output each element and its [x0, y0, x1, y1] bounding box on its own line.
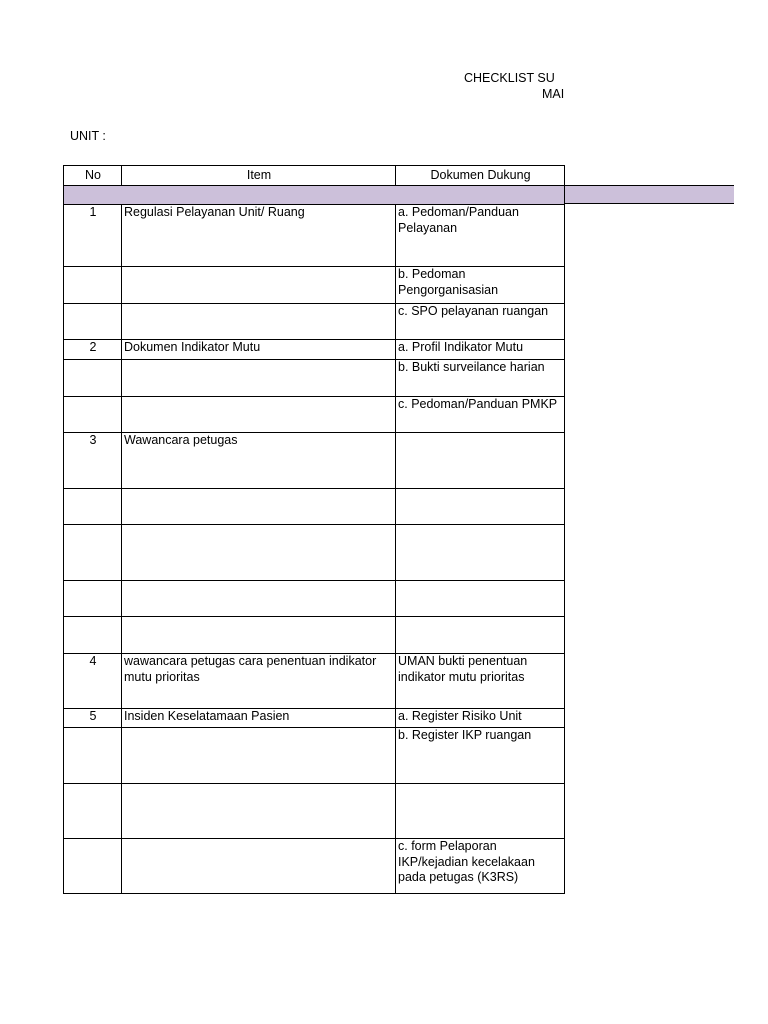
row-no: [64, 728, 122, 784]
row-no: [64, 784, 122, 839]
row-item: Dokumen Indikator Mutu: [122, 340, 396, 360]
band-row: [64, 186, 565, 205]
table-row: [64, 784, 565, 839]
row-item: Regulasi Pelayanan Unit/ Ruang: [122, 205, 396, 267]
row-doc: a. Pedoman/Panduan Pelayanan: [396, 205, 565, 267]
row-item: [122, 267, 396, 304]
row-item: wawancara petugas cara penentuan indikator mutu prioritas: [122, 654, 396, 709]
row-doc: a. Register Risiko Unit: [396, 709, 565, 728]
row-no: [64, 617, 122, 654]
row-item: Insiden Keselatamaan Pasien: [122, 709, 396, 728]
table-row: [64, 360, 565, 397]
table-header-row: [64, 166, 565, 186]
row-no: [64, 397, 122, 433]
table-row: [64, 617, 565, 654]
row-item: Wawancara petugas: [122, 433, 396, 489]
table-row: [64, 728, 565, 784]
row-doc: [396, 784, 565, 839]
table-row: [64, 205, 565, 267]
row-doc: [396, 525, 565, 581]
unit-label: UNIT :: [70, 129, 106, 143]
row-item: [122, 360, 396, 397]
row-item: [122, 304, 396, 340]
row-doc: b. Pedoman Pengorganisasian: [396, 267, 565, 304]
table-row: [64, 525, 565, 581]
row-doc: b. Bukti surveilance harian: [396, 360, 565, 397]
table-row: [64, 581, 565, 617]
row-item: [122, 839, 396, 894]
row-doc: c. form Pelaporan IKP/kejadian kecelakaan pada petugas (K3RS): [396, 839, 565, 894]
row-no: 2: [64, 340, 122, 360]
row-no: [64, 581, 122, 617]
row-doc: [396, 617, 565, 654]
row-item: [122, 617, 396, 654]
table-row: [64, 267, 565, 304]
table-row: [64, 340, 565, 360]
row-no: [64, 304, 122, 340]
row-item: [122, 728, 396, 784]
row-no: [64, 839, 122, 894]
table-row: [64, 839, 565, 894]
row-doc: a. Profil Indikator Mutu: [396, 340, 565, 360]
row-item: [122, 581, 396, 617]
row-doc: [396, 433, 565, 489]
row-item: [122, 525, 396, 581]
document-title-line2: MAI: [542, 87, 564, 101]
table-row: [64, 304, 565, 340]
row-no: 1: [64, 205, 122, 267]
row-doc: UMAN bukti penentuan indikator mutu prioritas: [396, 654, 565, 709]
row-no: [64, 267, 122, 304]
row-doc: [396, 489, 565, 525]
header-item: Item: [122, 166, 396, 186]
row-doc: c. SPO pelayanan ruangan: [396, 304, 565, 340]
table-row: [64, 397, 565, 433]
row-item: [122, 489, 396, 525]
row-item: [122, 784, 396, 839]
document-title-line1: CHECKLIST SU: [464, 71, 555, 85]
row-no: 3: [64, 433, 122, 489]
row-no: 5: [64, 709, 122, 728]
row-no: [64, 489, 122, 525]
row-doc: c. Pedoman/Panduan PMKP: [396, 397, 565, 433]
row-doc: b. Register IKP ruangan: [396, 728, 565, 784]
row-doc: [396, 581, 565, 617]
table-row: [64, 489, 565, 525]
row-no: 4: [64, 654, 122, 709]
table-row: [64, 709, 565, 728]
header-dokumen-dukung: Dokumen Dukung: [396, 166, 565, 186]
checklist-table: [63, 165, 565, 894]
table-row: [64, 654, 565, 709]
row-no: [64, 360, 122, 397]
header-no: No: [64, 166, 122, 186]
table-row: [64, 433, 565, 489]
row-item: [122, 397, 396, 433]
row-no: [64, 525, 122, 581]
